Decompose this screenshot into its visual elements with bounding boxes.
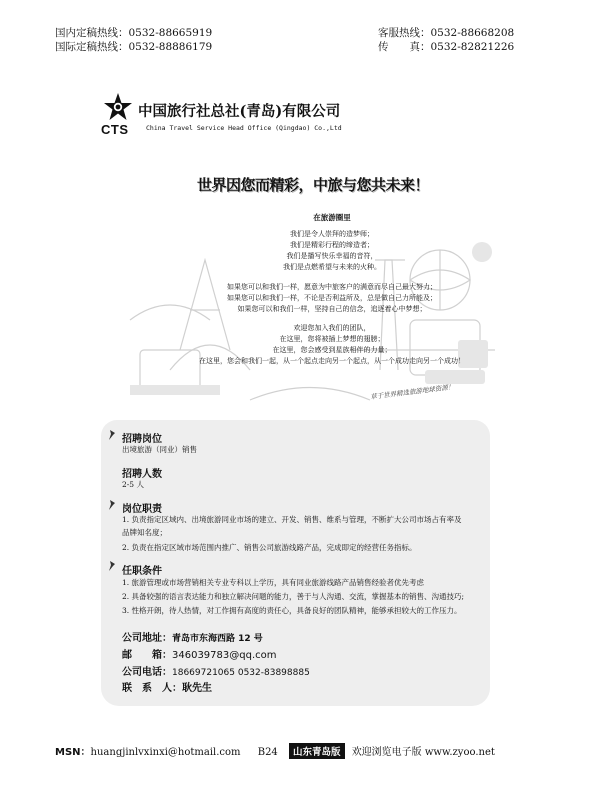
msn-label: MSN： bbox=[55, 747, 91, 758]
contact-person-value: 耿先生 bbox=[182, 683, 212, 694]
pushpin-icon bbox=[107, 499, 117, 511]
address-label: 公司地址： bbox=[122, 633, 172, 644]
company-name-en: China Travel Service Head Office (Qingdao) Co.,Ltd bbox=[146, 124, 342, 132]
headcount-value: 2-5 人 bbox=[122, 480, 144, 489]
headcount-heading: 招聘人数 bbox=[122, 469, 162, 480]
fax-line bbox=[378, 40, 514, 54]
poem-line: 在这里，您将被插上梦想的翅膀； bbox=[279, 335, 385, 343]
poem-line: 我们是精彩行程的缔造者； bbox=[290, 241, 374, 249]
cts-star-logo-icon bbox=[103, 92, 133, 122]
service-hotline-label: 客服热线： bbox=[378, 27, 431, 39]
msn-value: huangjinlvxinxi@hotmail.com bbox=[90, 747, 241, 758]
poem-line: 欢迎您加入我们的团队， bbox=[293, 324, 371, 332]
welcome-text: 欢迎浏览电子版 www.zyoo.net bbox=[351, 747, 495, 758]
address-value: 青岛市东海西路 12 号 bbox=[172, 634, 263, 644]
poem-line: 在这里，您会感受到星族相伴的力量； bbox=[272, 346, 392, 354]
duty-line: 品牌知名度； bbox=[122, 528, 167, 537]
position-value: 出境旅游（同业）销售 bbox=[122, 445, 197, 454]
requirement-line: 3. 性格开朗，待人热情，对工作拥有高度的责任心，具备良好的团队精神，能够承担较大的工作压力。 bbox=[122, 606, 462, 615]
edition-badge: 山东青岛版 bbox=[289, 743, 345, 759]
contact-person-label: 联 系 人： bbox=[122, 683, 182, 694]
duty-line: 2. 负责在指定区域市场范围内推广、销售公司旅游线路产品，完成即定的经营任务指标。 bbox=[122, 543, 417, 552]
requirement-line: 2. 具备较强的语言表达能力和独立解决问题的能力，善于与人沟通、交流，掌握基本的销售、沟通技巧; bbox=[122, 592, 465, 601]
poem-line: 如果您可以和我们一样，不论是否利益所及，总是做自己力所能及； bbox=[227, 294, 437, 302]
poem-title: 在旅游圈里 bbox=[313, 213, 351, 222]
email-value: 346039783@qq.com bbox=[172, 650, 277, 661]
poem-line: 我们是播写快乐幸福的音符， bbox=[286, 252, 378, 260]
poem-line: 我们是点燃希望与未来的火种。 bbox=[283, 263, 381, 271]
requirements-heading: 任职条件 bbox=[122, 566, 162, 577]
company-name-cn: 中国旅行社总社(青岛)有限公司 bbox=[138, 103, 341, 120]
intl-hotline bbox=[55, 40, 212, 54]
domestic-hotline-label: 国内定稿热线： bbox=[55, 27, 129, 39]
domestic-hotline bbox=[55, 26, 212, 40]
pushpin-icon bbox=[107, 560, 117, 572]
requirement-line: 1. 旅游管理或市场营销相关专业专科以上学历，具有同业旅游线路产品销售经验者优先考虑 bbox=[122, 578, 425, 587]
contact-person-row bbox=[122, 676, 212, 695]
service-hotline-number: 0532-88668208 bbox=[430, 27, 515, 39]
phone-label: 公司电话： bbox=[122, 667, 172, 678]
duty-line: 1. 负责指定区域内、出境旅游同业市场的建立、开发、销售、维系与管理，不断扩大公司市场占有率及 bbox=[122, 515, 462, 524]
duties-heading: 岗位职责 bbox=[122, 504, 162, 515]
page-number: B24 bbox=[257, 747, 278, 758]
service-hotline bbox=[378, 26, 514, 40]
footer bbox=[55, 743, 495, 759]
poem-line: 我们是令人崇拜的造梦师； bbox=[290, 230, 374, 238]
phone-value: 18669721065 0532-83898885 bbox=[172, 668, 310, 678]
email-label: 邮 箱： bbox=[122, 650, 172, 661]
pushpin-icon bbox=[107, 429, 117, 441]
fax-number: 0532-82821226 bbox=[430, 41, 515, 53]
poem-line: 在这里，您会和我们一起，从一个起点走向另一个起点，从一个成功走向另一个成功！ bbox=[199, 357, 465, 365]
fax-label: 传 真： bbox=[378, 41, 431, 53]
poem-line: 如果您可以和我们一样，坚持自己的信念，追逐着心中梦想； bbox=[237, 305, 427, 313]
logo-abbr: CTS bbox=[101, 122, 129, 137]
poem-line: 如果您可以和我们一样，愿意为中旅客户的满意而尽自己最大努力； bbox=[227, 283, 437, 291]
tagline: 草于世界精选旅游地球资源！ bbox=[369, 382, 455, 402]
slogan: 世界因您而精彩，中旅与您共未来！ bbox=[197, 176, 430, 194]
domestic-hotline-number: 0532-88665919 bbox=[128, 27, 213, 39]
position-heading: 招聘岗位 bbox=[122, 434, 162, 445]
intl-hotline-label: 国际定稿热线： bbox=[55, 41, 129, 53]
intl-hotline-number: 0532-88886179 bbox=[128, 41, 213, 53]
